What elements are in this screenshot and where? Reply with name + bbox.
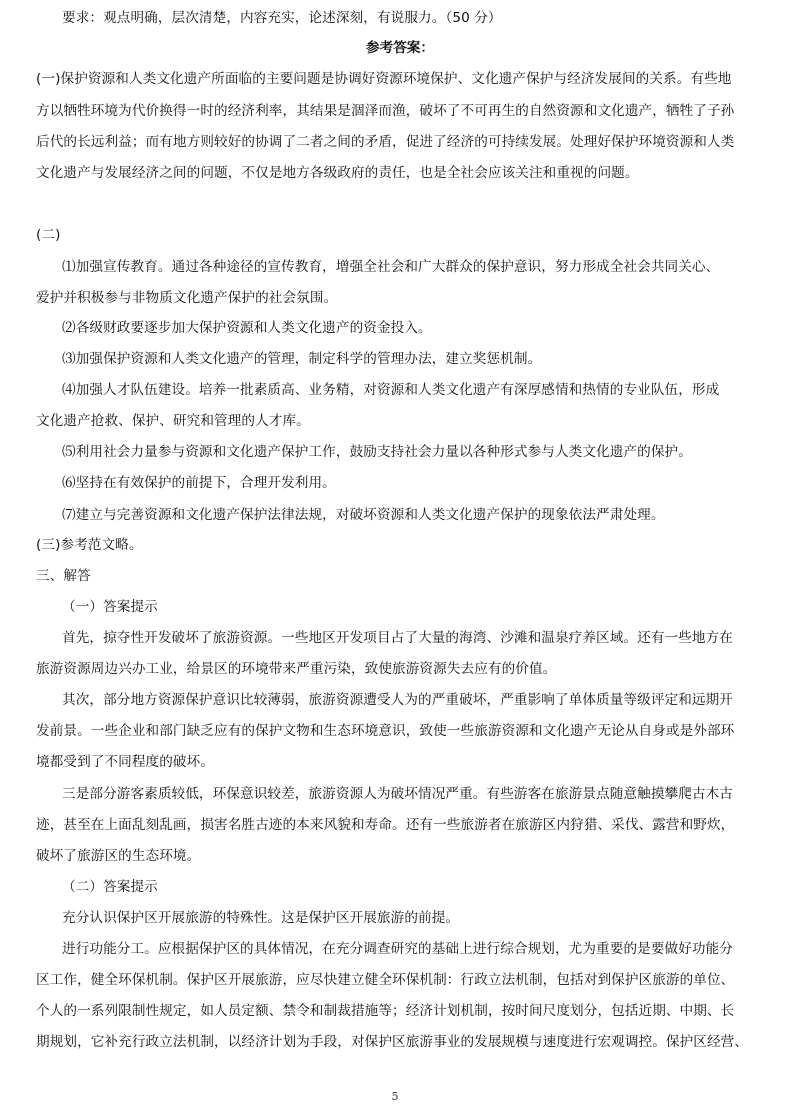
requirement-text: 要求：观点明确，层次清楚，内容充实，论述深刻，有说服力。（50 分）	[62, 10, 502, 26]
section3-title: 三、解答	[36, 568, 91, 584]
section3-sub1-line: 迹，甚至在上面乱刻乱画，损害名胜古迹的本来风貌和寿命。还有一些旅游者在旅游区内狩猎、采伐、露营和野炊，	[36, 817, 735, 833]
page-number: 5	[391, 1090, 399, 1103]
section3-sub1-line: 旅游资源周边兴办工业，给景区的环境带来严重污染，致使旅游资源失去应有的价值。	[36, 661, 557, 677]
part3-label: (三)参考范文略。	[36, 537, 143, 553]
part1-line: 后代的长远利益；而有地方则较好的协调了二者之间的矛盾，促进了经济的可持续发展。处理好保护环境资源和人类	[36, 134, 735, 150]
part2-item: ⑴加强宣传教育。通过各种途径的宣传教育，增强全社会和广大群众的保护意识，努力形成全社会共同关心、	[62, 259, 720, 275]
section3-sub1-line: 其次，部分地方资源保护意识比较薄弱，旅游资源遭受人为的严重破坏，严重影响了单体质量等级评定和远期开	[62, 692, 733, 708]
section3-sub1-line: 首先，掠夺性开发破坏了旅游资源。一些地区开发项目占了大量的海湾、沙滩和温泉疗养区域。还有一些地方在	[62, 630, 733, 646]
part1-line: (一)保护资源和人类文化遗产所面临的主要问题是协调好资源环境保护、文化遗产保护与经济发展间的关系。有些地	[36, 71, 732, 87]
section3-sub1-line: 发前景。一些企业和部门缺乏应有的保护文物和生态环境意识，致使一些旅游资源和文化遗产无论从自身或是外部环	[36, 723, 735, 739]
part1-line: 方以牺牲环境为代价换得一时的经济利率，其结果是涸泽而渔，破坏了不可再生的自然资源和文化遗产，牺牲了子孙	[36, 103, 735, 119]
section3-sub1-line: 破坏了旅游区的生态环境。	[36, 848, 201, 864]
part2-item: 爱护并积极参与非物质文化遗产保护的社会氛围。	[36, 290, 338, 306]
part2-item: ⑷加强人才队伍建设。培养一批素质高、业务精，对资源和人类文化遗产有深厚感情和热情的专业队伍，形成	[62, 382, 720, 398]
section3-sub1-line: 三是部分游客素质较低，环保意识较差，旅游资源人为破坏情况严重。有些游客在旅游景点随意触摸攀爬古木古	[62, 786, 733, 802]
part2-item: ⑵各级财政要逐步加大保护资源和人类文化遗产的资金投入。	[62, 320, 432, 336]
section3-sub2-line: 期规划，它补充行政立法机制，以经济计划为手段，对保护区旅游事业的发展规模与速度进行宏观调控。保护区经营、	[36, 1034, 749, 1050]
answer-title: 参考答案：	[366, 40, 434, 56]
part2-item: ⑺建立与完善资源和文化遗产保护法律法规，对破坏资源和人类文化遗产保护的现象依法严肃处理。	[62, 507, 665, 523]
part2-item: ⑸利用社会力量参与资源和文化遗产保护工作，鼓励支持社会力量以各种形式参与人类文化遗产的保护。	[62, 444, 692, 460]
section3-sub2-line: 充分认识保护区开展旅游的特殊性。这是保护区开展旅游的前提。	[62, 910, 460, 926]
section3-sub1-line: 境都受到了不同程度的破坏。	[36, 754, 215, 770]
part2-label: (二)	[36, 227, 61, 243]
section3-sub1-title: （一）答案提示	[62, 599, 158, 615]
part2-item: ⑹坚持在有效保护的前提下，合理开发利用。	[62, 475, 336, 491]
part1-line: 文化遗产与发展经济之间的问题，不仅是地方各级政府的责任，也是全社会应该关注和重视的问题。	[36, 165, 639, 181]
part2-item: ⑶加强保护资源和人类文化遗产的管理，制定科学的管理办法，建立奖惩机制。	[62, 351, 542, 367]
part2-item: 文化遗产抢救、保护、研究和管理的人才库。	[36, 413, 310, 429]
section3-sub2-title: （二）答案提示	[62, 879, 158, 895]
section3-sub2-line: 区工作，健全环保机制。保护区开展旅游，应尽快建立健全环保机制：行政立法机制，包括对到保护区旅游的单位、	[36, 972, 735, 988]
section3-sub2-line: 个人的一系列限制性规定，如人员定额、禁令和制裁措施等；经济计划机制，按时间尺度划分，包括近期、中期、长	[36, 1003, 735, 1019]
section3-sub2-line: 进行功能分工。应根据保护区的具体情况，在充分调查研究的基础上进行综合规划，尤为重要的是要做好功能分	[62, 941, 733, 957]
